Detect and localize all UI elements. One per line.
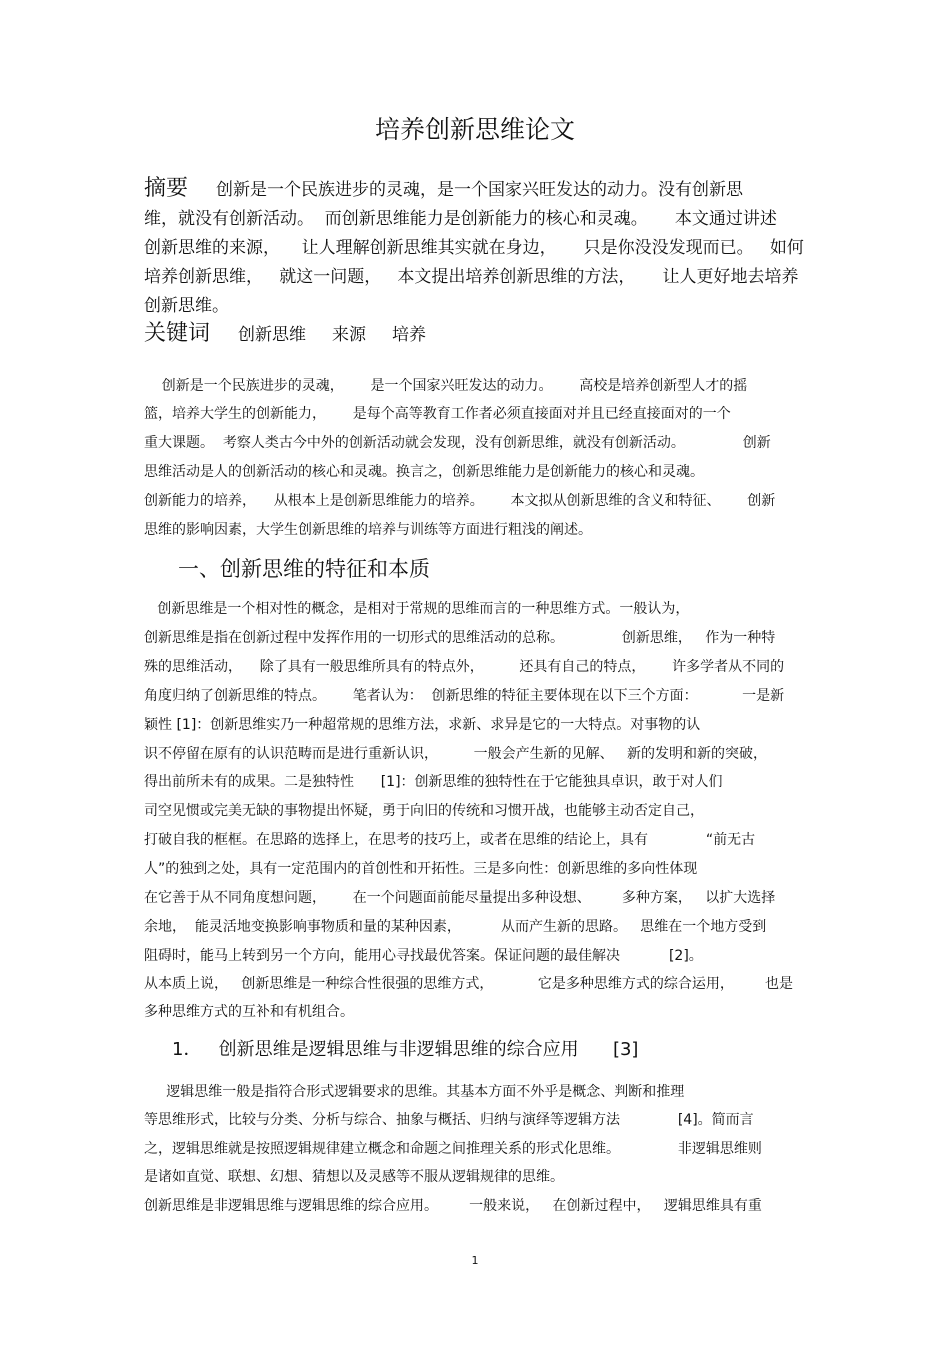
- intro-line: 篮，培养大学生的创新能力， 是每个高等教育工作者必须直接面对并且已经直接面对的一个: [144, 406, 731, 422]
- intro-line: 创新能力的培养， 从根本上是创新思维能力的培养。 本文拟从创新思维的含义和特征、 创新: [144, 493, 776, 509]
- subsection-heading: 1． 创新思维是逻辑思维与非逻辑思维的综合应用 [3]: [172, 1039, 639, 1060]
- keywords-label: 关键词: [144, 321, 211, 346]
- section1-line: 角度归纳了创新思维的特点。 笔者认为： 创新思维的特征主要体现在以下三个方面： 一是新: [144, 688, 785, 704]
- section1-line: 人”的独到之处，具有一定范围内的首创性和开拓性。三是多向性：创新思维的多向性体现: [144, 861, 698, 877]
- section1-line: 创新思维是指在创新过程中发挥作用的一切形式的思维活动的总称。 创新思维， 作为一种特: [144, 630, 776, 646]
- keyword-item: 培养: [392, 325, 427, 345]
- section2-line: 创新思维是非逻辑思维与逻辑思维的综合应用。 一般来说， 在创新过程中， 逻辑思维具有重: [144, 1198, 762, 1214]
- abstract-text: 创新是一个民族进步的灵魂，是一个国家兴旺发达的动力。没有创新思: [216, 180, 744, 200]
- section1-line: 余地， 能灵活地变换影响事物质和量的某种因素， 从而产生新的思路。 思维在一个地方受到: [144, 919, 767, 935]
- abstract-label: 摘要: [144, 176, 189, 201]
- intro-line: 创新是一个民族进步的灵魂， 是一个国家兴旺发达的动力。 高校是培养创新型人才的摇: [144, 378, 748, 394]
- section1-line: 阻碍时，能马上转到另一个方向，能用心寻找最优答案。保证问题的最佳解决 [2]。: [144, 948, 703, 964]
- intro-line: 思维的影响因素，大学生创新思维的培养与训练等方面进行粗浅的阐述。: [144, 522, 592, 538]
- section2-line: 等思维形式，比较与分类、分析与综合、抽象与概括、归纳与演绎等逻辑方法 [4]。简而言: [144, 1112, 754, 1128]
- abstract-line-2: 维，就没有创新活动。 而创新思维能力是创新能力的核心和灵魂。 本文通过讲述: [144, 209, 777, 229]
- keywords-line: [144, 319, 426, 350]
- page-number: 1: [471, 1254, 479, 1267]
- section1-line: 得出前所未有的成果。二是独特性 [1]：创新思维的独特性在于它能独具卓识，敢于对人们: [144, 774, 723, 790]
- abstract-line-4: 培养创新思维， 就这一问题， 本文提出培养创新思维的方法， 让人更好地去培养: [144, 267, 799, 287]
- section-heading: 一、创新思维的特征和本质: [178, 557, 430, 581]
- section2-line: 逻辑思维一般是指符合形式逻辑要求的思维。其基本方面不外乎是概念、判断和推理: [144, 1084, 685, 1100]
- section1-line: 识不停留在原有的认识范畴而是进行重新认识， 一般会产生新的见解、 新的发明和新的突破，: [144, 746, 767, 762]
- abstract-line-5: 创新思维。: [144, 296, 229, 316]
- keyword-item: 来源: [332, 325, 367, 345]
- keyword-item: 创新思维: [238, 325, 307, 345]
- abstract-line-1: [144, 174, 743, 205]
- section1-line: 创新思维是一个相对性的概念，是相对于常规的思维而言的一种思维方式。一般认为，: [144, 601, 690, 617]
- section1-line: 从本质上说， 创新思维是一种综合性很强的思维方式， 它是多种思维方式的综合运用， 也是: [144, 976, 794, 992]
- section2-line: 是诸如直觉、联想、幻想、猜想以及灵感等不服从逻辑规律的思维。: [144, 1169, 564, 1185]
- section1-line: 打破自我的框框。在思路的选择上，在思考的技巧上，或者在思维的结论上，具有 “前无古: [144, 832, 756, 848]
- section1-line: 多种思维方式的互补和有机组合。: [144, 1004, 354, 1020]
- section1-line: 殊的思维活动， 除了具有一般思维所具有的特点外， 还具有自己的特点， 许多学者从不同的: [144, 659, 785, 675]
- abstract-line-3: 创新思维的来源， 让人理解创新思维其实就在身边， 只是你没没发现而已。 如何: [144, 238, 804, 258]
- page-title: 培养创新思维论文: [374, 115, 575, 144]
- section1-line: 在它善于从不同角度想问题， 在一个问题面前能尽量提出多种设想、 多种方案， 以扩大选择: [144, 890, 776, 906]
- section1-line: 颖性 [1]：创新思维实乃一种超常规的思维方法，求新、求异是它的一大特点。对事物的认: [144, 717, 701, 733]
- section2-line: 之，逻辑思维就是按照逻辑规律建立概念和命题之间推理关系的形式化思维。 非逻辑思维则: [144, 1141, 762, 1157]
- intro-line: 思维活动是人的创新活动的核心和灵魂。换言之，创新思维能力是创新能力的核心和灵魂。: [144, 464, 704, 480]
- intro-line: 重大课题。 考察人类古今中外的创新活动就会发现，没有创新思维，就没有创新活动。 创新: [144, 435, 771, 451]
- section1-line: 司空见惯或完美无缺的事物提出怀疑，勇于向旧的传统和习惯开战，也能够主动否定自己，: [144, 803, 704, 819]
